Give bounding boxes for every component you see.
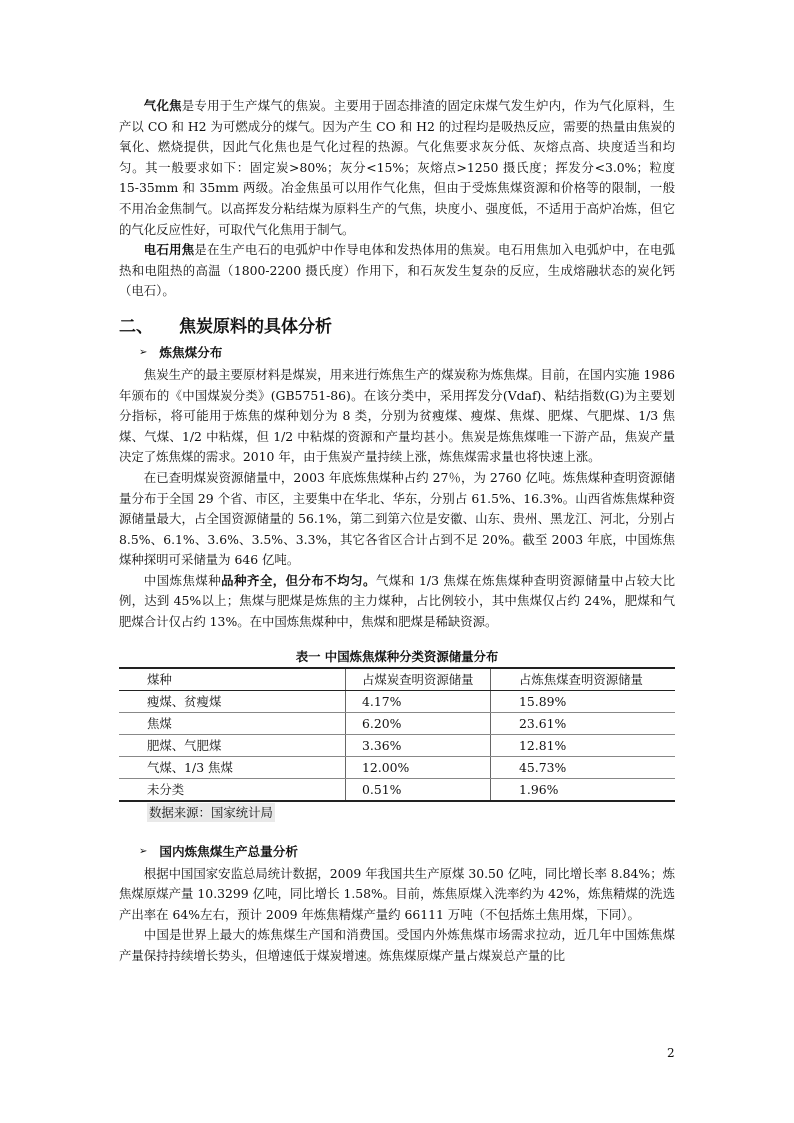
table-header: 煤种 xyxy=(119,668,346,691)
table-header: 占煤炭查明资源储量 xyxy=(346,668,491,691)
table-row xyxy=(119,778,675,801)
table-cell: 15.89% xyxy=(491,690,676,712)
table-cell: 6.20% xyxy=(346,712,491,734)
table-cell: 12.81% xyxy=(491,734,676,756)
section-number: 二、 xyxy=(119,316,153,337)
table-row xyxy=(119,690,675,712)
paragraph-china-consumption: 中国是世界上最大的炼焦煤生产国和消费国。受国内外炼焦煤市场需求拉动，近几年中国炼焦煤产量保持持续增长势头，但增速低于煤炭增速。炼焦煤原煤产量占煤炭总产量的比 xyxy=(119,927,675,964)
table-cell: 12.00% xyxy=(346,756,491,778)
table-source: 数据来源：国家统计局 xyxy=(149,804,273,820)
subheading-production: ➢ 国内炼焦煤生产总量分析 xyxy=(139,842,675,862)
table-header: 占炼焦煤查明资源储量 xyxy=(491,668,676,691)
table-row xyxy=(119,756,675,778)
table-header-row xyxy=(119,668,675,691)
table-cell: 4.17% xyxy=(346,690,491,712)
table-cell: 焦煤 xyxy=(119,712,346,734)
table-cell: 0.51% xyxy=(346,778,491,801)
table-cell: 气煤、1/3 焦煤 xyxy=(119,756,346,778)
table-cell: 1.96% xyxy=(491,778,676,801)
table-cell: 未分类 xyxy=(119,778,346,801)
subheading-coal-distribution: ➢ 炼焦煤分布 xyxy=(139,343,675,363)
table-row xyxy=(119,734,675,756)
term-gasification-coke: 气化焦 xyxy=(143,98,182,113)
table-cell: 肥煤、气肥煤 xyxy=(119,734,346,756)
table-title: 表一 中国炼焦煤种分类资源储量分布 xyxy=(295,648,499,664)
section-title: 焦炭原料的具体分析 xyxy=(179,316,332,337)
term-carbide-coke: 电石用焦 xyxy=(143,242,195,258)
table-row xyxy=(119,712,675,734)
paragraph-gasification-coke: 气化焦是专用于生产煤气的焦炭。主要用于固态排渣的固定床煤气发生炉内，作为气化原料，生产以 CO 和 H2 为可燃成分的煤气。因为产生 CO 和 H2 的过程均是吸热反应，需要的热量由焦炭的氧化、燃烧提供，因此气化焦也是气化过程的热源。气化焦要求灰分低、灰熔点高、块度适当和均匀。其一般要求如下：固定炭>80%；灰分<15%；灰熔点>1250 摄氏度；挥发分<3.0%；粒度 15-35mm 和 35mm 两级。冶金焦虽可以用作气化焦，但由于受炼焦煤资源和价格等的限制，一般不用冶金焦制气。以高挥发分粘结煤为原料生产的气焦，块度小、强度低，不适用于高炉冶炼，但它的气化反应性好，可取代气化焦用于制气。 xyxy=(119,98,676,237)
table-cell: 45.73% xyxy=(491,756,676,778)
paragraph-carbide-coke: 电石用焦是在生产电石的电弧炉中作导电体和发热体用的焦炭。电石用焦加入电弧炉中，在电弧热和电阻热的高温（1800-2200 摄氏度）作用下，和石灰发生复杂的反应，生成熔融状态的炭化钙（电石）。 xyxy=(119,242,676,299)
coal-reserve-table xyxy=(119,667,675,802)
paragraph-coking-coal-intro: 焦炭生产的最主要原材料是煤炭，用来进行炼焦生产的煤炭称为炼焦煤。目前，在国内实施 1986 年颁布的《中国煤炭分类》(GB5751-86)。在该分类中，采用挥发分(Vdaf)、粘结指数(G)为主要划分指标，将可能用于炼焦的煤种划分为 8 类，分别为贫瘦煤、瘦煤、焦煤、肥煤、气肥煤、1/3 焦煤、气煤、1/2 中粘煤，但 1/2 中粘煤的资源和产量均甚小。焦炭是炼焦煤唯一下游产品，焦炭产量决定了炼焦煤的需求。2010 年，由于焦炭产量持续上涨，炼焦煤需求量也将快速上涨。 xyxy=(119,366,675,465)
paragraph-reserves: 在已查明煤炭资源储量中，2003 年底炼焦煤种占约 27％，为 2760 亿吨。炼焦煤种查明资源储量分布于全国 29 个省、市区，主要集中在华北、华东，分别占 61.5%、16.3%。山西省炼焦煤种资源储量最大，占全国资源储量的 56.1%，第二到第六位是安徽、山东、贵州、黑龙江、河北，分别占 8.5%、6.1%、3.6%、3.5%、3.3%，其它各省区合计占到不足 20%。截至 2003 年底，中国炼焦煤种探明可采储量为 646 亿吨。 xyxy=(119,469,675,568)
paragraph-varieties: 中国炼焦煤种品种齐全，但分布不均匀。气煤和 1/3 焦煤在炼焦煤种查明资源储量中占较大比例，达到 45%以上；焦煤与肥煤是炼焦的主力煤种，占比例较小，其中焦煤仅占约 24%，肥煤和气肥煤合计仅占约 13%。在中国炼焦煤种中，焦煤和肥煤是稀缺资源。 xyxy=(119,572,676,630)
bullet-arrow-icon: ➢ xyxy=(139,346,148,358)
page-number: 2 xyxy=(667,1046,675,1060)
table-cell: 23.61% xyxy=(491,712,676,734)
document-page xyxy=(119,96,675,967)
bullet-arrow-icon: ➢ xyxy=(139,845,148,857)
table-cell: 瘦煤、贫瘦煤 xyxy=(119,690,346,712)
paragraph-production-stats: 根据中国国家安监总局统计数据，2009 年我国共生产原煤 30.50 亿吨，同比增长率 8.84%；炼焦煤原煤产量 10.3299 亿吨，同比增长 1.58%。目前，炼焦原煤入洗率约为 42%，炼焦精煤的洗选产出率在 64%左右，预计 2009 年炼焦精煤产量约 66111 万吨（不包括炼土焦用煤，下同）。 xyxy=(119,865,675,922)
section-heading xyxy=(119,312,675,337)
table-cell: 3.36% xyxy=(346,734,491,756)
emphasis-text: 品种齐全，但分布不均匀。 xyxy=(221,572,376,588)
